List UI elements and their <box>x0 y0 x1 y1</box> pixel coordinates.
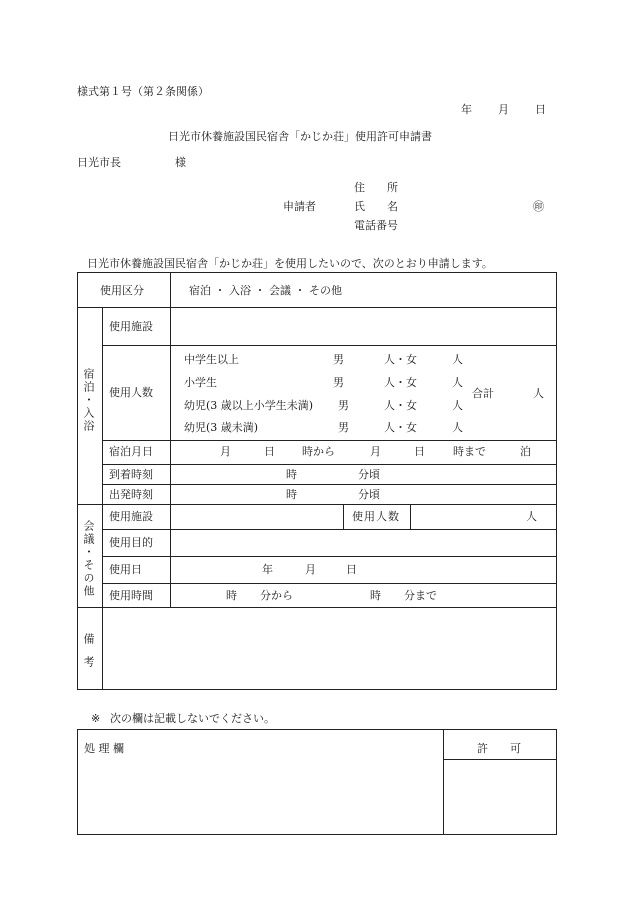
usage-category-options: 宿泊 ・ 入浴 ・ 会議 ・ その他 <box>189 284 342 297</box>
permit-label: 許 可 <box>477 742 521 755</box>
meeting-day: 日 <box>346 563 357 576</box>
meeting-people-label: 使用人数 <box>352 510 400 523</box>
lodging-people-label: 使用人数 <box>109 386 153 399</box>
people-category: 中学生以上 <box>184 353 239 366</box>
arrival-label: 到着時刻 <box>109 468 153 481</box>
unit-label: 人 <box>452 399 463 412</box>
processing-label: 処 理 欄 <box>84 742 124 755</box>
seal-mark: ㊞ <box>533 200 544 213</box>
lodging-section-label: 宿泊・入浴 <box>82 368 95 433</box>
stay-to-day: 日 <box>414 445 425 458</box>
unit-label: 人 <box>452 353 463 366</box>
addressee-honorific: 様 <box>175 156 186 169</box>
meeting-year: 年 <box>262 563 273 576</box>
lodging-facility-label: 使用施設 <box>109 320 153 333</box>
date-month-label: 月 <box>498 103 509 116</box>
total-unit: 人 <box>533 387 544 400</box>
female-label: 人・女 <box>384 376 417 389</box>
to-hour: 時 <box>370 589 381 602</box>
departure-hour: 時 <box>286 488 297 501</box>
date-year-label: 年 <box>461 103 472 116</box>
female-label: 人・女 <box>384 399 417 412</box>
application-table <box>77 272 557 690</box>
people-category: 幼児(3 歳以上小学生未満) <box>184 399 314 412</box>
people-category: 小学生 <box>184 376 217 389</box>
remarks-label: 備考 <box>82 633 95 679</box>
address-label: 住 所 <box>354 181 398 194</box>
addressee: 日光市長 <box>77 156 121 169</box>
departure-label: 出発時刻 <box>109 488 153 501</box>
male-label: 男 <box>333 376 344 389</box>
male-label: 男 <box>338 421 349 434</box>
meeting-month: 月 <box>305 563 316 576</box>
from-hour: 時 <box>226 589 237 602</box>
unit-label: 人 <box>452 421 463 434</box>
intro-text: 日光市休養施設国民宿舎「かじか荘」を使用したいので、次のとおり申請します。 <box>87 257 493 270</box>
departure-minute: 分頃 <box>358 488 380 501</box>
stay-to-month: 月 <box>370 445 381 458</box>
to-minute: 分まで <box>404 589 437 602</box>
name-label: 氏 名 <box>354 200 398 213</box>
stay-label: 宿泊月日 <box>109 445 153 458</box>
stay-from-month: 月 <box>220 445 231 458</box>
female-label: 人・女 <box>384 421 417 434</box>
from-minute: 分から <box>260 589 293 602</box>
stay-from-time: 時から <box>302 445 335 458</box>
note-text: 次の欄は記載しないでください。 <box>110 712 275 725</box>
note-mark: ※ <box>91 712 101 725</box>
usage-category-label: 使用区分 <box>100 284 144 297</box>
meeting-date-label: 使用日 <box>109 563 142 576</box>
meeting-time-label: 使用時間 <box>109 589 153 602</box>
meeting-section-label: 会議・その他 <box>82 520 95 598</box>
purpose-label: 使用目的 <box>109 536 153 549</box>
people-category: 幼児(3 歳未満) <box>184 421 259 434</box>
form-id: 様式第１号（第２条関係） <box>77 85 209 98</box>
arrival-minute: 分頃 <box>358 468 380 481</box>
male-label: 男 <box>338 399 349 412</box>
male-label: 男 <box>333 353 344 366</box>
female-label: 人・女 <box>384 353 417 366</box>
stay-nights: 泊 <box>520 445 531 458</box>
meeting-people-unit: 人 <box>526 510 537 523</box>
meeting-facility-label: 使用施設 <box>109 510 153 523</box>
page-title: 日光市休養施設国民宿舎「かじか荘」使用許可申請書 <box>168 130 432 143</box>
stay-from-day: 日 <box>264 445 275 458</box>
date-day-label: 日 <box>535 103 546 116</box>
applicant-label: 申請者 <box>283 200 316 213</box>
unit-label: 人 <box>452 376 463 389</box>
total-label: 合計 <box>472 387 494 400</box>
stay-to-time: 時まで <box>453 445 486 458</box>
arrival-hour: 時 <box>286 468 297 481</box>
phone-label: 電話番号 <box>354 219 398 232</box>
